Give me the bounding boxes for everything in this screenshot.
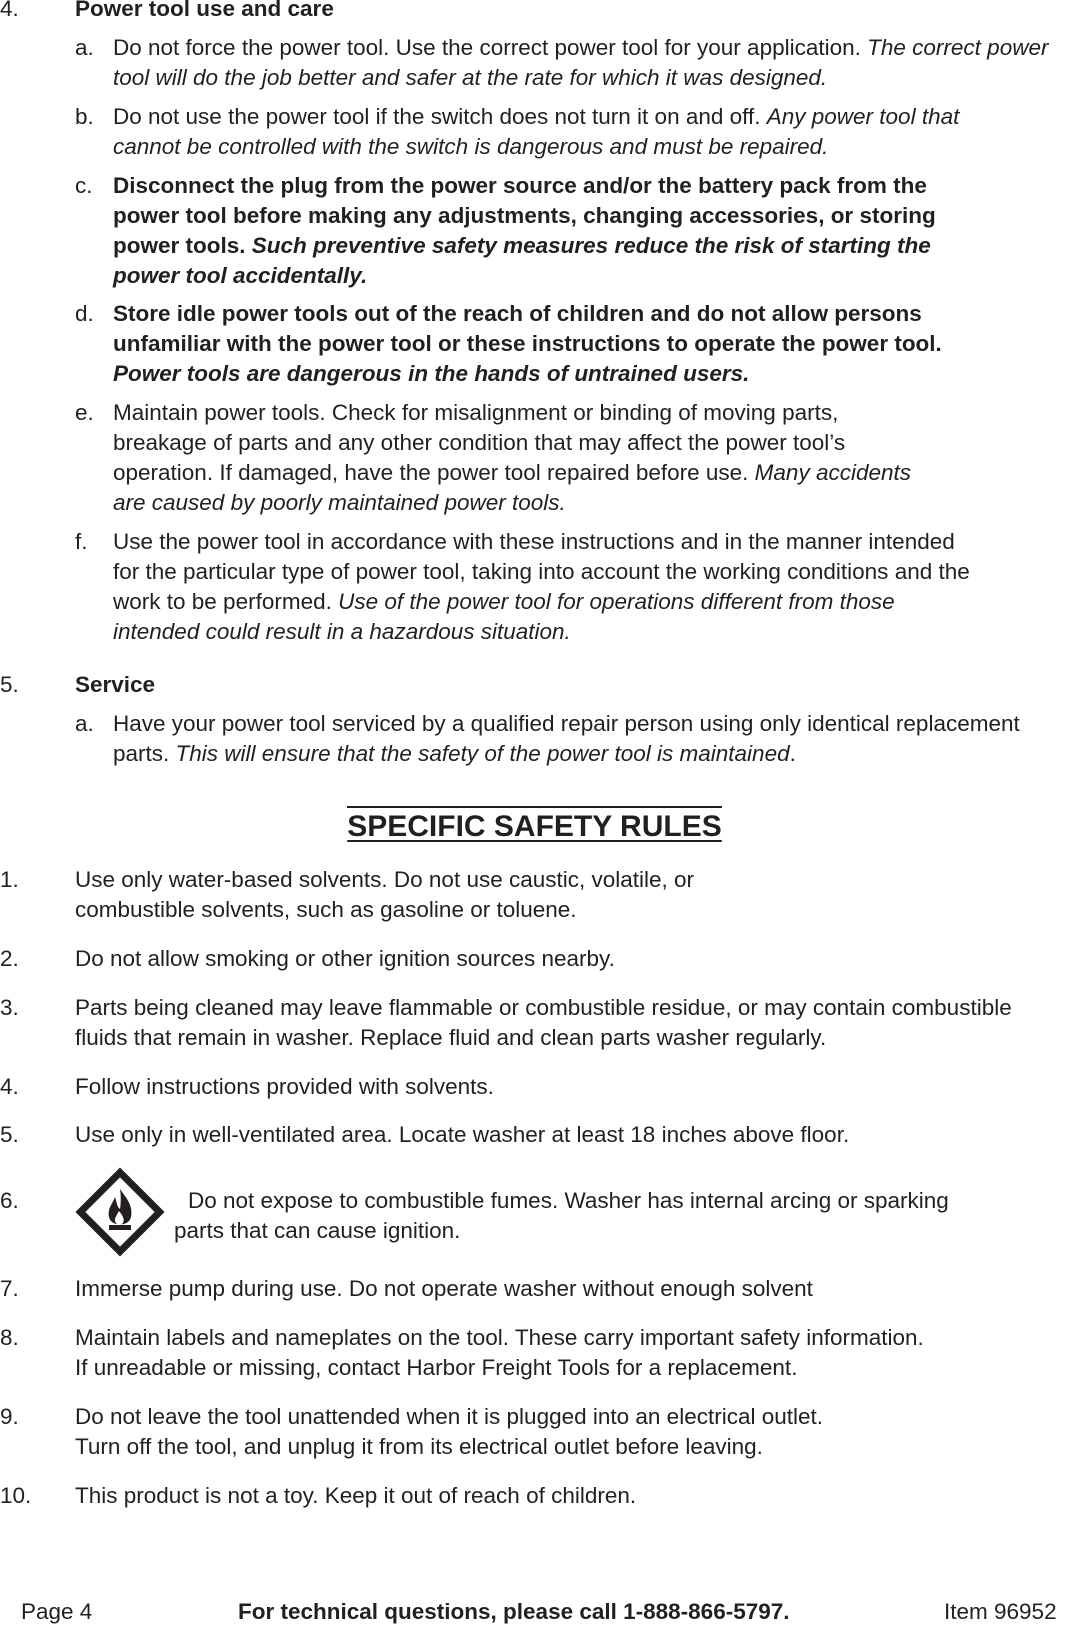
rule-number: 8. bbox=[0, 1325, 19, 1350]
item-letter: e. bbox=[75, 400, 94, 425]
page-number: Page 4 bbox=[21, 1599, 93, 1624]
section-title: Service bbox=[75, 672, 156, 697]
support-phone: For technical questions, please call 1-888-866-5797. bbox=[238, 1599, 790, 1624]
rule-text: This product is not a toy. Keep it out of reach of children. bbox=[75, 1483, 637, 1508]
item-letter: f. bbox=[75, 529, 88, 554]
section-title: Power tool use and care bbox=[75, 0, 334, 21]
rule-number: 1. bbox=[0, 867, 19, 892]
rule-number: 4. bbox=[0, 1074, 19, 1099]
list-item: Store idle power tools out of the reach of children and do not allow persons unfamiliar with the power tool or these instructions to operate the power tool. Power tools are dangerous in the hands of untrained users. bbox=[113, 301, 942, 386]
item-letter: b. bbox=[75, 104, 94, 129]
page-heading: SPECIFIC SAFETY RULES bbox=[0, 809, 1069, 845]
rule-text: Do not leave the tool unattended when it is plugged into an electrical outlet. Turn off the tool, and unplug it from its electrical outlet before leaving. bbox=[75, 1404, 824, 1459]
item-letter: a. bbox=[75, 35, 94, 60]
rule-number: 3. bbox=[0, 995, 19, 1020]
rule-text: Use only in well-ventilated area. Locate washer at least 18 inches above floor. bbox=[75, 1122, 850, 1147]
list-item: Disconnect the plug from the power source and/or the battery pack from the power tool before making any adjustments, changing accessories, or storing power tools. Such preventive safety measures reduce the risk of starting the power tool accidentally. bbox=[113, 173, 936, 288]
list-item: Do not use the power tool if the switch does not turn it on and off. Any power tool that cannot be controlled with the switch is dangerous and must be repaired. bbox=[113, 104, 960, 159]
section-number: 4. bbox=[0, 0, 19, 21]
rule-number: 5. bbox=[0, 1122, 19, 1147]
rule-number: 9. bbox=[0, 1404, 19, 1429]
flammable-warning-icon bbox=[75, 1167, 165, 1257]
rule-text: Parts being cleaned may leave flammable or combustible residue, or may contain combustible fluids that remain in washer. Replace fluid and clean parts washer regularly. bbox=[75, 995, 1012, 1050]
list-item: Do not force the power tool. Use the correct power tool for your application. The correct power tool will do the job better and safer at the rate for which it was designed. bbox=[113, 35, 1049, 90]
rule-number: 6. bbox=[0, 1188, 19, 1213]
list-item: Maintain power tools. Check for misalignment or binding of moving parts, breakage of parts and any other condition that may affect the power tool’s operation. If damaged, have the power tool repaired before use. Many accidents are caused by poorly maintained power tools. bbox=[113, 400, 911, 515]
rule-number: 2. bbox=[0, 946, 19, 971]
item-letter: a. bbox=[75, 711, 94, 736]
rule-number: 10. bbox=[0, 1483, 32, 1508]
rule-text: Do not allow smoking or other ignition sources nearby. bbox=[75, 946, 615, 971]
rule-text: Use only water-based solvents. Do not use caustic, volatile, or combustible solvents, such as gasoline or toluene. bbox=[75, 867, 695, 922]
section-number: 5. bbox=[0, 672, 19, 697]
item-letter: d. bbox=[75, 301, 94, 326]
rule-text: Do not expose to combustible fumes. Washer has internal arcing or sparking parts that can cause ignition. bbox=[174, 1188, 949, 1243]
rule-text: Follow instructions provided with solvents. bbox=[75, 1074, 494, 1099]
rule-number: 7. bbox=[0, 1276, 19, 1301]
rule-text: Maintain labels and nameplates on the tool. These carry important safety information. If unreadable or missing, contact Harbor Freight Tools for a replacement. bbox=[75, 1325, 924, 1380]
list-item: Use the power tool in accordance with these instructions and in the manner intended for the particular type of power tool, taking into account the working conditions and the work to be performed. Use of the power tool for operations different from those intended could result in a hazardous situation. bbox=[113, 529, 970, 644]
rule-text: Immerse pump during use. Do not operate washer without enough solvent bbox=[75, 1276, 813, 1301]
list-item: Have your power tool serviced by a qualified repair person using only identical replacement parts. This will ensure that the safety of the power tool is maintained. bbox=[113, 711, 1020, 766]
item-letter: c. bbox=[75, 173, 93, 198]
item-number: Item 96952 bbox=[944, 1599, 1057, 1624]
